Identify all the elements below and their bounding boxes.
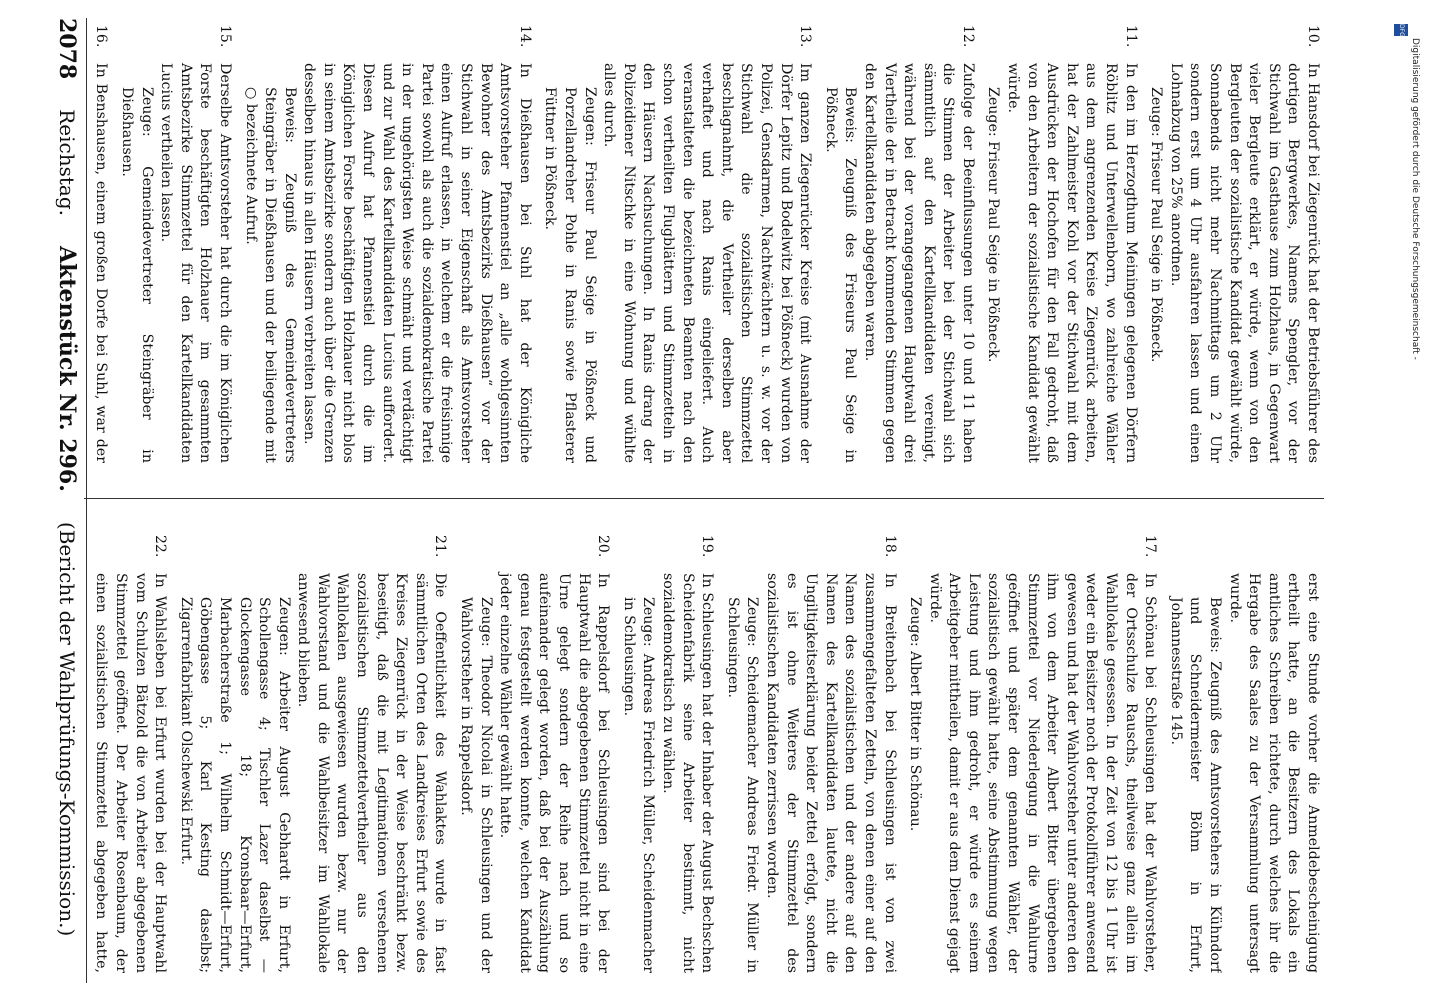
paragraph-witness: Zeugen: Friseur Paul Seige in Pößneck und Porzellandreher Pohle in Ranis sowie Pflasterer Füttner in Pößneck. xyxy=(542,87,598,463)
paragraph-number: 16. xyxy=(93,25,110,48)
paragraph-entry xyxy=(905,535,1160,973)
paragraph-entry xyxy=(175,535,449,973)
paragraph-body xyxy=(540,63,814,463)
left-column xyxy=(92,25,1322,463)
paragraph-number xyxy=(1165,535,1322,573)
paragraph-body xyxy=(618,573,716,973)
paragraph-text: Zufolge der Beeinflussungen unter 10 und 11 haben die Stimmen der Arbeiter bei der Stichwahl sich sämmtlich auf den Kartellkandidaten vereinigt, während bei der vorangegangenen Hauptwahl drei Viertheile der in Betracht kommenden Stimmen gegen den Kartellkandidaten abgegeben waren. xyxy=(861,63,976,463)
paragraph-body xyxy=(175,573,449,973)
paragraph-text: Derselbe Amtsvorsteher hat durch die im Königlichen Forste beschäftigten Holzhauer im gesammten Amtsbezirke Stimmzettel für den Kartellkandidaten Lucius vertheilen lassen. xyxy=(158,63,233,463)
paragraph-entry xyxy=(92,25,110,463)
column-divider xyxy=(84,498,1324,499)
paragraph-body xyxy=(116,63,234,463)
paragraph-text: In Schleusingen hat der Inhaber der August Bechschen Scheidenfabrik seine Arbeiter bestimmt, nicht sozialdemokratisch zu wählen. xyxy=(660,573,716,973)
paragraph-entry xyxy=(240,25,534,463)
paragraph-number: 10. xyxy=(1305,25,1321,48)
paragraph-witness: Zeuge: Andreas Friedrich Müller, Scheidenmacher in Schleusingen. xyxy=(620,597,657,973)
paragraph-body xyxy=(820,63,977,463)
paragraph-text: In Breitenbach bei Schleusingen ist von zwei zusammengefalteten Zetteln, von denen einer auf den Namen des sozialistischen und der andere auf den Namen des Kartellkandidaten lautete, nicht die Ungiltigkeitserklärung beider Zettel erfolgt, sondern es ist ohne Weiteres der Stimmzettel des sozialistischen Kandidaten zerrissen worden. xyxy=(763,573,898,973)
paragraph-witness: Beweis: Zeugniß des Gemeindevertreters Steingräber in Dießhausen und der beiliegende mit ○ bezeichnete Aufruf. xyxy=(242,87,298,463)
paragraph-entry xyxy=(618,535,716,973)
paragraph-number: 20. xyxy=(595,535,612,558)
paragraph-body xyxy=(905,573,1160,973)
paragraph-number: 13. xyxy=(797,25,814,48)
paragraph-body xyxy=(240,63,534,463)
paragraph-number: 21. xyxy=(432,535,449,558)
paragraph-number: 17. xyxy=(1142,535,1159,558)
paragraph-witness: Zeuge: Theodor Nicolai in Schleusingen und der Wahlvorsteher in Rappelsdorf. xyxy=(458,597,494,973)
paragraph-entry xyxy=(92,535,169,973)
paragraph-entry xyxy=(983,25,1140,463)
section-label: Reichstag. xyxy=(55,109,79,216)
paragraph-text: In Benshausen, einem großen Dorfe bei Suhl, war der xyxy=(93,63,110,463)
paragraph-number: 12. xyxy=(959,25,976,48)
paragraph-entry xyxy=(722,535,898,973)
paragraph-witness: Beweis: Zeugniß des Friseurs Paul Seige in Pößneck. xyxy=(822,87,859,463)
digitization-text: Digitalisierung gefördert durch die Deutsche Forschungsgemeinschaft - xyxy=(1410,38,1420,360)
paragraph-text: In Dießhausen bei Suhl hat der Königliche Amtsvorsteher Pfannenstiel an „alle wohlgesinnten Bewohner des Amtsbezirks Dießhausen“ vor der Stichwahl in seiner Eigenschaft als Amtsvorsteher einen Aufruf erlassen, in welchem er die freisinnige Partei sowohl als auch die sozialdemokratische Partei in der ungehörigsten Weise schmäht und verdächtigt und zur Wahl des Kartellkandidaten Lucius auffordert. Diesen Aufruf hat Pfannenstiel durch die im Königlichen Forste beschäftigten Holzhauer nicht blos in seinem Amtsbezirke sondern auch über die Grenzen desselben hinaus in allen Häusern verbreiten lassen. xyxy=(301,63,533,463)
page-number: 2078 xyxy=(54,18,80,80)
paragraph-number: 14. xyxy=(516,25,533,48)
paragraph-witness: Zeuge: Friseur Paul Seige in Pößneck. xyxy=(985,87,1002,363)
paragraph-text: Im ganzen Ziegenrücker Kreise (mit Ausnahme der Dörfer Lepitz und Bodelwitz bei Pößneck) wurden von Polizei, Gensdarmen, Nachtwächtern u. s. w. vor der Stichwahl die sozialistischen Stimmzettel beschlagnahmt, die Vertheiler derselben aber verhaftet und nach Ranis eingeliefert. Auch veranstalteten die bezeichneten Beamten nach den schon vertheilten Flugblättern und Stimmzetteln in den Häusern Nachsuchungen. In Ranis drang der Polizeidiener Nitschke in eine Wohnung und wühlte alles durch. xyxy=(601,63,814,463)
header-rule xyxy=(86,18,87,983)
page-subtitle: (Bericht der Wahlprüfungs-Kommission.) xyxy=(55,521,79,937)
paragraph-entry xyxy=(1146,25,1322,463)
paragraph-number: 11. xyxy=(1122,25,1139,48)
right-column xyxy=(92,535,1322,973)
paragraph-witness: Zeuge: Albert Bitter in Schönau. xyxy=(907,597,924,832)
paragraph-number: 18. xyxy=(881,535,898,558)
paragraph-witness: Beweis: Zeugniß des Amtsvorstehers in Kühndorf und Schneidermeister Böhm in Erfurt, Johannesstraße 145. xyxy=(1167,597,1224,973)
dfg-logo: DFG xyxy=(1394,24,1408,36)
paragraph-witness: Zeugen: Arbeiter August Gebhardt in Erfurt, Schollengasse 4; Tischler Lazer daselbst — Glockengasse 18; Kronsbaar—Erfurt, Marbacherstraße 1; Wilhelm Schmidt—Erfurt, Göbengasse 5; Karl Kesting daselbst; Zigarrenfabrikant Olschewski Erfurt. xyxy=(177,597,292,973)
paragraph-text: In Hansdorf bei Ziegenrück hat der Betriebsführer des dortigen Bergwerkes, Namens Spengler, vor der Stichwahl im Gasthause zum Holzhaus, in Gegenwart vieler Bergleute erklärt, er würde, wenn von den Bergleuten der sozialistische Kandidat gewählt würde, Sonnabends nicht mehr Nachmittags um 2 Uhr sondern erst um 4 Uhr ausfahren lassen und einen Lohnabzug von 25% anordnen. xyxy=(1167,63,1321,463)
paragraph-witness: Zeuge: Scheidemacher Andreas Friedr. Müller in Schleusingen. xyxy=(724,597,761,973)
paragraph-number: 15. xyxy=(216,25,233,48)
paragraph-body xyxy=(1146,63,1322,463)
paragraph-entry xyxy=(820,25,977,463)
paragraph-entry xyxy=(540,25,814,463)
paragraph-text: In Rappelsdorf bei Schleusingen sind bei der Hauptwahl die abgegebenen Stimmzettel nicht in eine Urne gelegt sondern der Reihe nach und so aufeinander gelegt worden, daß bei der Auszählung genau festgestellt werden konnte, welchen Kandidat jeder einzelne Wähler gewählt hatte. xyxy=(497,573,612,973)
paragraph-witness: Zeuge: Gemeindevertreter Steingräber in Dießhausen. xyxy=(118,87,155,463)
page-header xyxy=(40,18,80,978)
digitization-note xyxy=(1398,20,1420,540)
paragraph-number: 19. xyxy=(699,535,716,558)
paragraph-number: 22. xyxy=(152,535,169,558)
paragraph-entry xyxy=(116,25,234,463)
paragraph-body xyxy=(983,63,1140,463)
paragraph-body xyxy=(92,63,110,463)
paragraph-entry xyxy=(455,535,612,973)
page-title: Aktenstück Nr. 296. xyxy=(54,246,80,492)
paragraph-entry xyxy=(1165,535,1322,973)
paragraph-text: In Wahlsleben bei Erfurt wurden bei der Hauptwahl vom Schulzen Bätzold die von Arbeiter abgegebenen Stimmzettel geöffnet. Der Arbeiter Rosenbaum, der einen sozialistischen Stimmzettel abgegeben hatte, xyxy=(93,573,169,973)
paragraph-text: erst eine Stunde vorher die Anmeldebescheinigung ertheilt hatte, an die Besitzern des Lokals ein amtliches Schreiben richtete, durch welches ihr die Hergabe des Saales zu der Versammlung untersagt wurde. xyxy=(1226,573,1321,973)
paragraph-body xyxy=(1165,573,1322,973)
paragraph-body xyxy=(722,573,898,973)
paragraph-text: Die Oeffentlichkeit des Wahlaktes wurde in fast sämmtlichen Orten des Landkreises Erfurt sowie des Kreises Ziegenrück in der Weise beschränkt bezw. beseitigt, daß die mit Legitimationen versehenen sozialistischen Stimmzettelvertheiler aus den Wahllokalen ausgewiesen wurden bezw. nur der Wahlvorstand und die Wahlbeisitzer im Wahllokale anwesend blieben. xyxy=(295,573,449,973)
paragraph-body xyxy=(455,573,612,973)
paragraph-witness: Zeuge: Friseur Paul Seige in Pößneck. xyxy=(1148,87,1165,363)
paragraph-text: In den im Herzogthum Meiningen gelegenen Dörfern Röblitz und Unterwellenborn, wo zahlreiche Wähler aus dem angrenzenden Kreise Ziegenrück arbeiten, hat der Zahlmeister Kohl vor der Stichwahl mit dem Ausdrücken der Hochofen für den Fall gedroht, daß von den Arbeitern der sozialistische Kandidat gewählt würde. xyxy=(1005,63,1139,463)
paragraph-text: In Schönau bei Schleusingen hat der Wahlvorsteher, der Ortsschulze Rauschs, theilweise ganz allein im Wahllokale gesessen. In der Zeit von 12 bis 1 Uhr ist weder ein Beisitzer noch der Protokollführer anwesend gewesen und hat der Wahlvorsteher unter anderen den ihm von dem Arbeiter Albert Bitter übergebenen Stimmzettel vor Niederlegung in die Wahlurne geöffnet und später dem genannten Wähler, der sozialistisch gewählt hatte, seine Abstimmung wegen Leistung und ihm gedroht, er würde es seinem Arbeitgeber mittheilen, damit er aus dem Dienst gejagt würde. xyxy=(926,573,1159,973)
paragraph-body xyxy=(92,573,169,973)
